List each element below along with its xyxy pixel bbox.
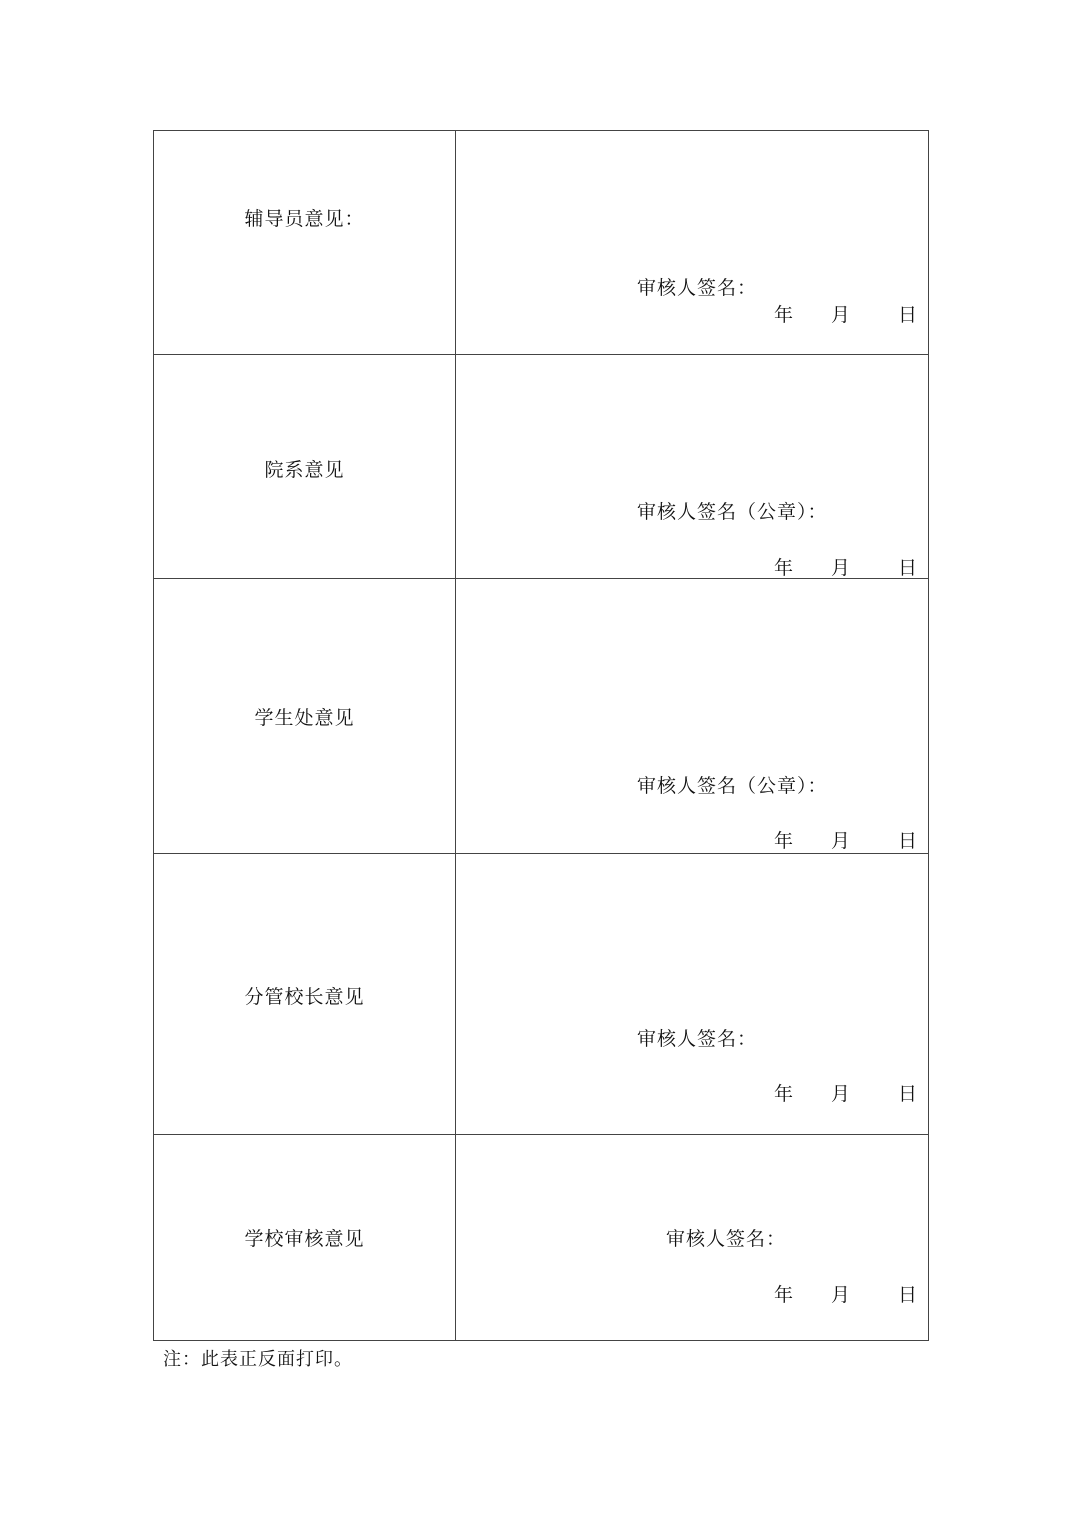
school-review-opinion-label-cell [154, 1135, 456, 1341]
date-month-label: 月 [831, 1284, 851, 1306]
date-year-label: 年 [774, 1284, 794, 1306]
date-month-label: 月 [831, 557, 851, 579]
signature-label: 审核人签名： [666, 1228, 787, 1250]
date-day-label: 日 [898, 1083, 918, 1105]
department-opinion-label-cell [154, 355, 456, 579]
date-year-label: 年 [774, 1083, 794, 1105]
counselor-opinion-label: 辅导员意见： [244, 208, 365, 230]
print-note: 注：此表正反面打印。 [163, 1349, 353, 1370]
signature-label: 审核人签名： [637, 277, 758, 299]
school-review-opinion-field[interactable] [456, 1135, 929, 1341]
school-review-opinion-row [154, 1135, 929, 1341]
department-opinion-label: 院系意见 [264, 459, 345, 481]
date-month-label: 月 [831, 830, 851, 852]
approval-form-table [153, 130, 929, 1341]
student-affairs-opinion-field[interactable] [456, 579, 929, 854]
department-opinion-field[interactable] [456, 355, 929, 579]
vice-president-opinion-row [154, 854, 929, 1135]
department-opinion-row [154, 355, 929, 579]
counselor-opinion-row [154, 131, 929, 355]
counselor-opinion-field[interactable] [456, 131, 929, 355]
vice-president-opinion-label: 分管校长意见 [244, 986, 365, 1008]
date-month-label: 月 [831, 304, 851, 326]
date-year-label: 年 [774, 830, 794, 852]
date-month-label: 月 [831, 1083, 851, 1105]
student-affairs-opinion-label: 学生处意见 [254, 707, 355, 729]
student-affairs-opinion-row [154, 579, 929, 854]
student-affairs-opinion-label-cell [154, 579, 456, 854]
signature-seal-label: 审核人签名（公章）： [637, 501, 828, 523]
date-day-label: 日 [898, 557, 918, 579]
date-day-label: 日 [898, 830, 918, 852]
signature-label: 审核人签名： [637, 1028, 758, 1050]
date-day-label: 日 [898, 304, 918, 326]
vice-president-opinion-field[interactable] [456, 854, 929, 1135]
signature-seal-label: 审核人签名（公章）： [637, 775, 828, 797]
date-day-label: 日 [898, 1284, 918, 1306]
date-year-label: 年 [774, 304, 794, 326]
date-year-label: 年 [774, 557, 794, 579]
vice-president-opinion-label-cell [154, 854, 456, 1135]
counselor-opinion-label-cell [154, 131, 456, 355]
school-review-opinion-label: 学校审核意见 [244, 1228, 365, 1250]
